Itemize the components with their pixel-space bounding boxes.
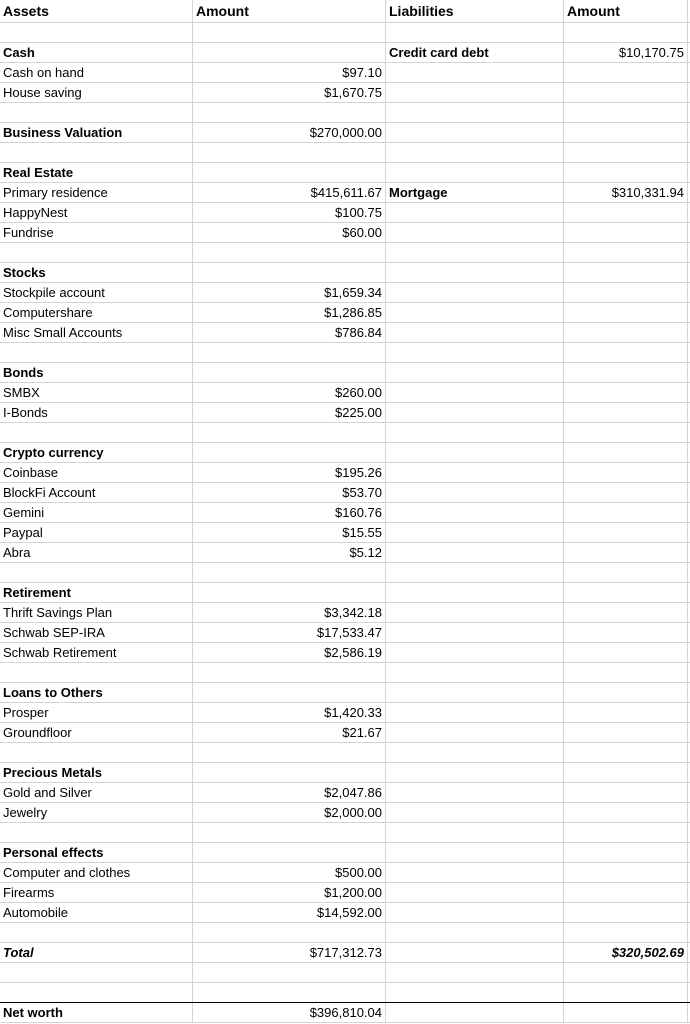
table-row — [0, 743, 690, 763]
cell-asset-name[interactable]: Total — [0, 943, 193, 962]
cell-asset-amount[interactable]: $97.10 — [193, 63, 386, 82]
table-row — [0, 243, 690, 263]
cell-asset-amount[interactable]: $270,000.00 — [193, 123, 386, 142]
cell-liability-name[interactable] — [386, 223, 564, 242]
cell-asset-name[interactable]: Stocks — [0, 263, 193, 282]
cell-asset-name[interactable]: Paypal — [0, 523, 193, 542]
header-row — [0, 0, 690, 23]
cell-liability-name[interactable] — [386, 423, 564, 442]
cell-asset-name[interactable]: Groundfloor — [0, 723, 193, 742]
cell-liability-name[interactable] — [386, 843, 564, 862]
cell-asset-amount[interactable]: $1,200.00 — [193, 883, 386, 902]
cell-asset-name[interactable] — [0, 563, 193, 582]
cell-asset-amount[interactable] — [193, 923, 386, 942]
cell-liability-amount[interactable] — [564, 903, 688, 922]
cell-asset-amount[interactable] — [193, 363, 386, 382]
cell-asset-amount[interactable]: $415,611.67 — [193, 183, 386, 202]
table-row — [0, 583, 690, 603]
table-row — [0, 523, 690, 543]
cell-asset-name[interactable]: Misc Small Accounts — [0, 323, 193, 342]
cell-asset-amount[interactable] — [193, 103, 386, 122]
cell-liability-amount[interactable] — [564, 703, 688, 722]
cell-liability-amount[interactable] — [564, 303, 688, 322]
cell-asset-name[interactable]: Real Estate — [0, 163, 193, 182]
cell-liability-name[interactable] — [386, 343, 564, 362]
table-row — [0, 263, 690, 283]
cell-liability-name[interactable] — [386, 23, 564, 42]
cell-asset-amount[interactable] — [193, 583, 386, 602]
cell-asset-name[interactable]: Precious Metals — [0, 763, 193, 782]
cell-liability-name[interactable] — [386, 663, 564, 682]
cell-liability-name[interactable] — [386, 563, 564, 582]
cell-asset-name[interactable] — [0, 963, 193, 982]
cell-asset-name[interactable]: Cash on hand — [0, 63, 193, 82]
cell-asset-amount[interactable] — [193, 43, 386, 62]
table-row — [0, 303, 690, 323]
cell-liability-name[interactable] — [386, 743, 564, 762]
cell-liability-amount[interactable] — [564, 623, 688, 642]
cell-asset-amount[interactable] — [193, 243, 386, 262]
cell-asset-name[interactable]: Computershare — [0, 303, 193, 322]
cell-liability-name[interactable] — [386, 403, 564, 422]
cell-liability-amount[interactable] — [564, 383, 688, 402]
table-row — [0, 643, 690, 663]
table-row — [0, 223, 690, 243]
table-row — [0, 423, 690, 443]
cell-asset-amount[interactable] — [193, 143, 386, 162]
cell-asset-name[interactable]: Coinbase — [0, 463, 193, 482]
cell-asset-amount[interactable]: $1,659.34 — [193, 283, 386, 302]
cell-liability-amount[interactable] — [564, 243, 688, 262]
cell-asset-amount[interactable] — [193, 963, 386, 982]
cell-liability-amount[interactable] — [564, 503, 688, 522]
table-row — [0, 563, 690, 583]
cell-liability-name[interactable] — [386, 923, 564, 942]
cell-asset-name[interactable]: Prosper — [0, 703, 193, 722]
cell-liability-name[interactable] — [386, 723, 564, 742]
cell-liability-name[interactable] — [386, 803, 564, 822]
cell-liability-name[interactable] — [386, 943, 564, 962]
table-row — [0, 443, 690, 463]
table-row — [0, 183, 690, 203]
cell-asset-amount[interactable]: $15.55 — [193, 523, 386, 542]
table-row — [0, 703, 690, 723]
cell-asset-amount[interactable] — [193, 763, 386, 782]
table-row — [0, 683, 690, 703]
cell-liability-name[interactable] — [386, 683, 564, 702]
table-row — [0, 723, 690, 743]
table-row — [0, 843, 690, 863]
cell-asset-amount[interactable]: $1,286.85 — [193, 303, 386, 322]
cell-asset-amount[interactable] — [193, 563, 386, 582]
cell-liability-name[interactable] — [386, 543, 564, 562]
cell-asset-name[interactable]: Stockpile account — [0, 283, 193, 302]
header-liabilities[interactable]: Liabilities — [386, 0, 564, 22]
cell-liability-amount[interactable] — [564, 643, 688, 662]
cell-asset-amount[interactable] — [193, 983, 386, 1002]
cell-asset-amount[interactable] — [193, 683, 386, 702]
cell-liability-name[interactable] — [386, 623, 564, 642]
cell-liability-amount[interactable] — [564, 403, 688, 422]
cell-liability-amount[interactable]: $310,331.94 — [564, 183, 688, 202]
table-row — [0, 203, 690, 223]
cell-asset-amount[interactable] — [193, 843, 386, 862]
cell-asset-name[interactable]: Net worth — [0, 1003, 193, 1022]
table-row — [0, 343, 690, 363]
cell-asset-name[interactable]: Bonds — [0, 363, 193, 382]
cell-liability-name[interactable]: Mortgage — [386, 183, 564, 202]
cell-liability-amount[interactable] — [564, 743, 688, 762]
cell-asset-name[interactable] — [0, 743, 193, 762]
cell-asset-amount[interactable]: $160.76 — [193, 503, 386, 522]
cell-liability-name[interactable] — [386, 143, 564, 162]
cell-liability-name[interactable] — [386, 323, 564, 342]
cell-liability-amount[interactable] — [564, 443, 688, 462]
header-amount-assets[interactable]: Amount — [193, 0, 386, 22]
table-row — [0, 163, 690, 183]
cell-liability-amount[interactable] — [564, 483, 688, 502]
cell-liability-amount[interactable] — [564, 983, 688, 1002]
cell-asset-name[interactable]: Firearms — [0, 883, 193, 902]
cell-asset-amount[interactable]: $225.00 — [193, 403, 386, 422]
cell-liability-amount[interactable] — [564, 663, 688, 682]
cell-liability-name[interactable] — [386, 63, 564, 82]
cell-asset-amount[interactable]: $717,312.73 — [193, 943, 386, 962]
table-row — [0, 783, 690, 803]
table-row — [0, 903, 690, 923]
header-assets[interactable]: Assets — [0, 0, 193, 22]
cell-asset-name[interactable]: Jewelry — [0, 803, 193, 822]
cell-liability-name[interactable] — [386, 243, 564, 262]
cell-asset-name[interactable] — [0, 923, 193, 942]
cell-liability-amount[interactable] — [564, 723, 688, 742]
cell-asset-name[interactable] — [0, 343, 193, 362]
table-row — [0, 83, 690, 103]
table-row — [0, 63, 690, 83]
table-row — [0, 23, 690, 43]
table-row — [0, 923, 690, 943]
cell-liability-amount[interactable] — [564, 163, 688, 182]
table-row — [0, 323, 690, 343]
cell-asset-name[interactable]: Fundrise — [0, 223, 193, 242]
cell-liability-amount[interactable] — [564, 463, 688, 482]
cell-liability-name[interactable] — [386, 603, 564, 622]
cell-liability-amount[interactable] — [564, 103, 688, 122]
table-row — [0, 123, 690, 143]
cell-liability-amount[interactable] — [564, 23, 688, 42]
table-row — [0, 383, 690, 403]
cell-liability-amount[interactable] — [564, 363, 688, 382]
cell-liability-name[interactable] — [386, 523, 564, 542]
cell-liability-name[interactable] — [386, 1003, 564, 1022]
cell-liability-amount[interactable] — [564, 563, 688, 582]
table-row — [0, 943, 690, 963]
cell-liability-name[interactable] — [386, 123, 564, 142]
cell-asset-name[interactable]: Thrift Savings Plan — [0, 603, 193, 622]
cell-asset-name[interactable]: Loans to Others — [0, 683, 193, 702]
cell-liability-name[interactable] — [386, 503, 564, 522]
cell-asset-name[interactable]: Primary residence — [0, 183, 193, 202]
cell-asset-name[interactable]: Gold and Silver — [0, 783, 193, 802]
cell-asset-name[interactable]: Gemini — [0, 503, 193, 522]
cell-liability-name[interactable] — [386, 583, 564, 602]
cell-liability-amount[interactable] — [564, 883, 688, 902]
cell-liability-name[interactable] — [386, 263, 564, 282]
table-row — [0, 1003, 690, 1023]
cell-asset-name[interactable] — [0, 23, 193, 42]
cell-asset-amount[interactable] — [193, 443, 386, 462]
cell-liability-name[interactable] — [386, 83, 564, 102]
table-row — [0, 763, 690, 783]
cell-asset-name[interactable] — [0, 143, 193, 162]
cell-asset-name[interactable]: Computer and clothes — [0, 863, 193, 882]
cell-liability-amount[interactable] — [564, 423, 688, 442]
cell-asset-name[interactable]: I-Bonds — [0, 403, 193, 422]
cell-asset-name[interactable]: Business Valuation — [0, 123, 193, 142]
cell-asset-amount[interactable]: $21.67 — [193, 723, 386, 742]
cell-asset-amount[interactable]: $1,670.75 — [193, 83, 386, 102]
cell-liability-amount[interactable] — [564, 223, 688, 242]
cell-liability-amount[interactable] — [564, 963, 688, 982]
cell-asset-amount[interactable]: $2,047.86 — [193, 783, 386, 802]
table-row — [0, 463, 690, 483]
cell-liability-amount[interactable] — [564, 583, 688, 602]
cell-asset-name[interactable]: Automobile — [0, 903, 193, 922]
cell-asset-amount[interactable] — [193, 343, 386, 362]
cell-liability-amount[interactable] — [564, 203, 688, 222]
cell-asset-name[interactable]: Schwab SEP-IRA — [0, 623, 193, 642]
cell-liability-amount[interactable] — [564, 323, 688, 342]
cell-liability-name[interactable] — [386, 363, 564, 382]
cell-liability-name[interactable] — [386, 463, 564, 482]
table-row — [0, 963, 690, 983]
table-row — [0, 103, 690, 123]
cell-liability-name[interactable] — [386, 103, 564, 122]
cell-asset-amount[interactable] — [193, 743, 386, 762]
cell-liability-name[interactable] — [386, 203, 564, 222]
table-row — [0, 503, 690, 523]
cell-asset-amount[interactable] — [193, 163, 386, 182]
cell-liability-amount[interactable] — [564, 83, 688, 102]
table-row — [0, 863, 690, 883]
cell-asset-amount[interactable]: $786.84 — [193, 323, 386, 342]
cell-asset-name[interactable]: Personal effects — [0, 843, 193, 862]
cell-asset-name[interactable]: SMBX — [0, 383, 193, 402]
cell-asset-amount[interactable]: $14,592.00 — [193, 903, 386, 922]
cell-asset-amount[interactable]: $100.75 — [193, 203, 386, 222]
cell-liability-amount[interactable] — [564, 923, 688, 942]
table-row — [0, 43, 690, 63]
cell-asset-name[interactable] — [0, 243, 193, 262]
cell-liability-amount[interactable] — [564, 63, 688, 82]
cell-asset-amount[interactable]: $2,586.19 — [193, 643, 386, 662]
cell-asset-amount[interactable]: $3,342.18 — [193, 603, 386, 622]
cell-liability-name[interactable] — [386, 823, 564, 842]
cell-liability-amount[interactable] — [564, 143, 688, 162]
cell-liability-amount[interactable]: $320,502.69 — [564, 943, 688, 962]
cell-liability-amount[interactable] — [564, 763, 688, 782]
cell-asset-amount[interactable]: $60.00 — [193, 223, 386, 242]
cell-liability-name[interactable]: Credit card debt — [386, 43, 564, 62]
cell-asset-amount[interactable]: $260.00 — [193, 383, 386, 402]
cell-asset-amount[interactable]: $500.00 — [193, 863, 386, 882]
cell-liability-amount[interactable] — [564, 523, 688, 542]
table-row — [0, 663, 690, 683]
table-row — [0, 483, 690, 503]
cell-asset-amount[interactable] — [193, 423, 386, 442]
cell-liability-name[interactable] — [386, 443, 564, 462]
table-row — [0, 283, 690, 303]
cell-asset-amount[interactable]: $5.12 — [193, 543, 386, 562]
cell-asset-name[interactable] — [0, 103, 193, 122]
cell-liability-amount[interactable] — [564, 263, 688, 282]
cell-liability-name[interactable] — [386, 483, 564, 502]
cell-liability-amount[interactable] — [564, 783, 688, 802]
cell-asset-amount[interactable]: $1,420.33 — [193, 703, 386, 722]
cell-liability-amount[interactable] — [564, 823, 688, 842]
cell-liability-name[interactable] — [386, 863, 564, 882]
cell-liability-amount[interactable] — [564, 843, 688, 862]
table-row — [0, 143, 690, 163]
cell-asset-name[interactable]: Crypto currency — [0, 443, 193, 462]
cell-asset-amount[interactable] — [193, 23, 386, 42]
table-row — [0, 543, 690, 563]
header-amount-liabilities[interactable]: Amount — [564, 0, 688, 22]
cell-liability-name[interactable] — [386, 303, 564, 322]
cell-asset-name[interactable]: Cash — [0, 43, 193, 62]
table-row — [0, 403, 690, 423]
cell-asset-name[interactable]: BlockFi Account — [0, 483, 193, 502]
table-row — [0, 803, 690, 823]
cell-liability-amount[interactable] — [564, 863, 688, 882]
cell-liability-amount[interactable] — [564, 1003, 688, 1022]
cell-asset-amount[interactable]: $396,810.04 — [193, 1003, 386, 1022]
cell-liability-amount[interactable] — [564, 343, 688, 362]
cell-liability-name[interactable] — [386, 643, 564, 662]
table-row — [0, 603, 690, 623]
cell-liability-amount[interactable] — [564, 803, 688, 822]
cell-asset-amount[interactable]: $53.70 — [193, 483, 386, 502]
cell-asset-name[interactable] — [0, 983, 193, 1002]
cell-liability-name[interactable] — [386, 283, 564, 302]
cell-asset-name[interactable]: Schwab Retirement — [0, 643, 193, 662]
cell-liability-amount[interactable] — [564, 543, 688, 562]
table-body — [0, 23, 690, 1023]
cell-liability-name[interactable] — [386, 903, 564, 922]
cell-asset-amount[interactable] — [193, 263, 386, 282]
table-row — [0, 823, 690, 843]
table-row — [0, 363, 690, 383]
cell-liability-amount[interactable]: $10,170.75 — [564, 43, 688, 62]
cell-asset-name[interactable]: HappyNest — [0, 203, 193, 222]
cell-liability-name[interactable] — [386, 163, 564, 182]
cell-liability-name[interactable] — [386, 963, 564, 982]
cell-asset-amount[interactable]: $195.26 — [193, 463, 386, 482]
cell-asset-name[interactable] — [0, 423, 193, 442]
table-row — [0, 983, 690, 1003]
cell-asset-name[interactable]: Abra — [0, 543, 193, 562]
cell-liability-name[interactable] — [386, 983, 564, 1002]
table-row — [0, 623, 690, 643]
cell-asset-amount[interactable]: $2,000.00 — [193, 803, 386, 822]
cell-liability-amount[interactable] — [564, 683, 688, 702]
cell-asset-name[interactable] — [0, 663, 193, 682]
cell-liability-amount[interactable] — [564, 283, 688, 302]
cell-liability-amount[interactable] — [564, 603, 688, 622]
cell-asset-name[interactable]: House saving — [0, 83, 193, 102]
cell-asset-name[interactable]: Retirement — [0, 583, 193, 602]
cell-liability-name[interactable] — [386, 783, 564, 802]
table-row — [0, 883, 690, 903]
cell-liability-name[interactable] — [386, 883, 564, 902]
cell-liability-name[interactable] — [386, 383, 564, 402]
cell-liability-name[interactable] — [386, 763, 564, 782]
cell-asset-amount[interactable] — [193, 823, 386, 842]
cell-liability-amount[interactable] — [564, 123, 688, 142]
cell-liability-name[interactable] — [386, 703, 564, 722]
cell-asset-amount[interactable]: $17,533.47 — [193, 623, 386, 642]
cell-asset-name[interactable] — [0, 823, 193, 842]
cell-asset-amount[interactable] — [193, 663, 386, 682]
